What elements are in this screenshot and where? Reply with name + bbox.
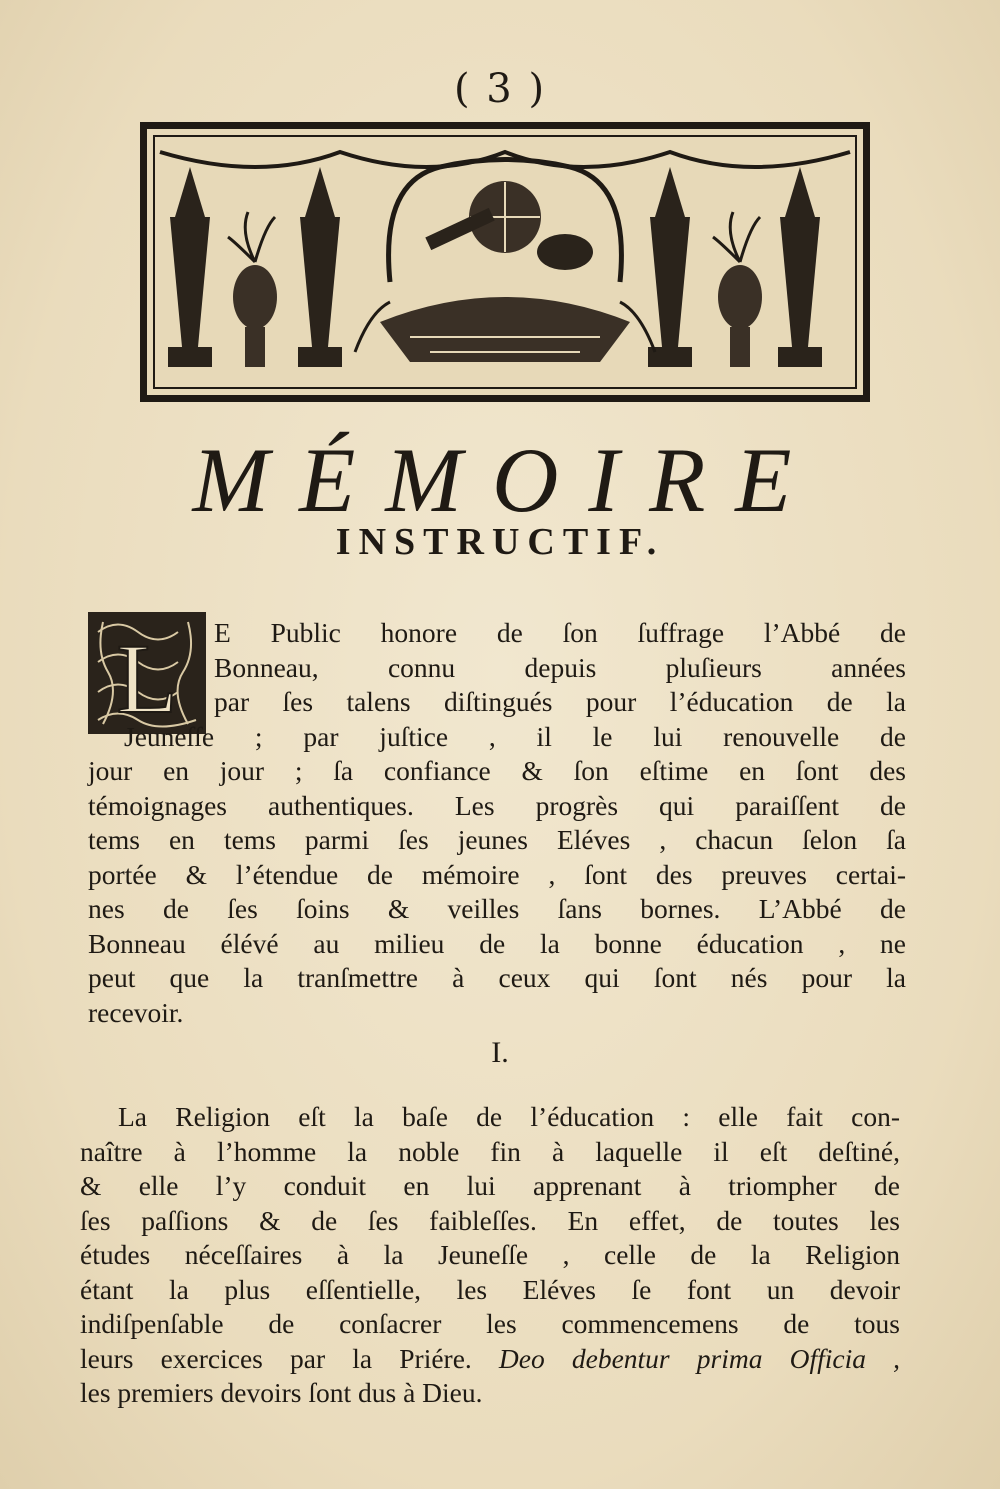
paragraph-line: recevoir. (88, 996, 184, 1028)
paragraph-line: Bonneau, connu depuis pluſieurs années (214, 651, 906, 683)
paragraph-1 (88, 754, 906, 1030)
dropcap-ornament-icon (88, 612, 206, 734)
paragraph-line: jour en jour ; ſa confiance & ſon eſtime en ſont des (88, 755, 906, 786)
dropcap-letter: L (116, 623, 178, 734)
paragraph-line: tems en tems parmi ſes jeunes Eléves , chacun ſelon ſa (88, 824, 906, 855)
latin-quote: Deo debentur prima Officia , (498, 1342, 900, 1374)
paragraph-line: portée & l’étendue de mémoire , ſont des preuves certai- (88, 858, 906, 890)
page-number: ( 3 ) (453, 66, 547, 112)
paragraph-2 (80, 1100, 900, 1411)
paragraph-line: La Religion eſt la baſe de l’éducation : elle fait con- (118, 1101, 900, 1132)
paragraph-line: & elle l’y conduit en lui apprenant à triompher de (80, 1170, 900, 1201)
page-subtitle: INSTRUCTIF. (335, 521, 665, 563)
paragraph-line: études néceſſaires à la Jeuneſſe , celle de la Religion (80, 1239, 900, 1270)
paragraph-line: les premiers devoirs ſont dus à Dieu. (80, 1377, 483, 1408)
paragraph-line: témoignages authentiques. Les progrès qui paraiſſent de (88, 789, 906, 821)
paragraph-line: ſes paſſions & de ſes faibleſſes. En effet, de toutes les (80, 1204, 900, 1236)
paragraph-line: Jeuneſſe ; par juſtice , il le lui renouvelle de (124, 720, 906, 752)
paragraph-line-with-latin (80, 1342, 900, 1377)
paragraph-line: indiſpenſable de conſacrer les commencemens de tous (80, 1308, 900, 1339)
paragraph-1-opening (124, 616, 906, 754)
paragraph-line: peut que la tranſmettre à ceux qui ſont nés pour la (88, 962, 906, 993)
paragraph-line: Bonneau élévé au milieu de la bonne éducation , ne (88, 927, 906, 959)
section-number: I. (491, 1036, 509, 1069)
page-title: MÉMOIRE (192, 429, 822, 531)
paragraph-line: étant la plus eſſentielle, les Eléves ſe font un devoir (80, 1273, 900, 1305)
paragraph-line: E Public honore de ſon ſuffrage l’Abbé de (214, 617, 906, 648)
paragraph-text: leurs exercices par la Priére. (80, 1342, 472, 1374)
paragraph-line: par ſes talens diſtingués pour l’éducation de la (214, 686, 906, 717)
paragraph-line: naître à l’homme la noble fin à laquelle il eſt deſtiné, (80, 1135, 900, 1167)
paragraph-line: nes de ſes ſoins & veilles ſans bornes. L’Abbé de (88, 893, 906, 924)
headpiece-ornament-icon (140, 122, 870, 402)
